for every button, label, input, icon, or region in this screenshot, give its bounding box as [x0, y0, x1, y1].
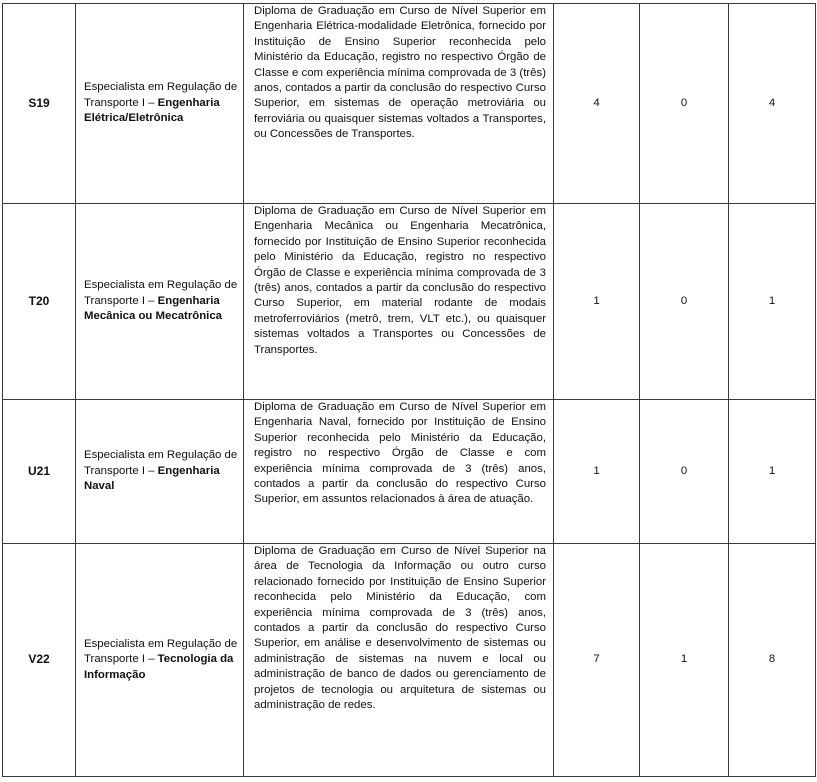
vacancies-general: 1 — [554, 204, 640, 400]
table-row — [3, 4, 816, 204]
position-specialty: Engenharia Mecânica ou Mecatrônica — [84, 294, 223, 323]
position-code: S19 — [3, 4, 76, 204]
position-title-prefix: Especialista em Regulação de Transporte I – — [84, 449, 238, 477]
position-requirements: Diploma de Graduação em Curso de Nível Superior na área de Tecnologia da Informação ou outro curso relacionado fornecido por Instituição de Ensino Superior reconhecida pelo Ministério da Educação, com experiência mínima comprovada de 3 (três) anos, contados a partir da conclusão do respectivo Curso Superior, em análise e desenvolvimento de sistemas ou administração de sistemas na nuvem e local ou administração de banco de dados ou gerenciamento de projetos de tecnologia ou arquitetura de sistemas ou administração de redes. — [244, 544, 554, 777]
position-requirements: Diploma de Graduação em Curso de Nível Superior em Engenharia Naval, fornecido por Instituição de Ensino Superior reconhecida pelo Ministério da Educação, registro no respectivo Órgão de Classe e com experiência mínima comprovada de 3 (três) anos, contados a partir da conclusão do respectivo Curso Superior, em assuntos relacionados à área de atuação. — [244, 400, 554, 544]
position-title-prefix: Especialista em Regulação de Transporte I – — [84, 279, 238, 307]
position-code: T20 — [3, 204, 76, 400]
position-specialty: Engenharia Elétrica/Eletrônica — [84, 96, 220, 125]
vacancies-total: 1 — [729, 204, 816, 400]
vacancies-general: 4 — [554, 4, 640, 204]
position-code: V22 — [3, 544, 76, 777]
vacancies-reserved: 0 — [640, 400, 729, 544]
table-row — [3, 400, 816, 544]
position-code: U21 — [3, 400, 76, 544]
table-row — [3, 544, 816, 777]
position-title — [76, 204, 244, 400]
vacancies-reserved: 0 — [640, 4, 729, 204]
vacancies-reserved: 0 — [640, 204, 729, 400]
position-title-prefix: Especialista em Regulação de Transporte I – — [84, 637, 238, 666]
position-specialty: Tecnologia da Informação — [84, 653, 234, 681]
vacancies-reserved: 1 — [640, 544, 729, 777]
position-title — [76, 4, 244, 204]
vacancies-general: 1 — [554, 400, 640, 544]
position-title — [76, 400, 244, 544]
vacancies-total: 1 — [729, 400, 816, 544]
vacancies-total: 4 — [729, 4, 816, 204]
position-requirements: Diploma de Graduação em Curso de Nível Superior em Engenharia Elétrica-modalidade Eletrônica, fornecido por Instituição de Ensino Superior reconhecida pelo Ministério da Educação, registro no respectivo Órgão de Classe e com experiência mínima comprovada de 3 (três) anos, contados a partir da conclusão do respectivo Curso Superior, em sistemas de operação metroviária ou ferroviária ou quaisquer sistemas voltados a Transportes, ou Concessões de Transportes. — [244, 4, 554, 204]
vacancies-total: 8 — [729, 544, 816, 777]
position-title — [76, 544, 244, 777]
position-specialty: Engenharia Naval — [84, 464, 220, 493]
vacancies-table — [2, 3, 816, 777]
vacancies-general: 7 — [554, 544, 640, 777]
position-requirements: Diploma de Graduação em Curso de Nível Superior em Engenharia Mecânica ou Engenharia Mecatrônica, fornecido por Instituição de Ensino Superior reconhecida pelo Ministério da Educação, registro no respectivo Órgão de Classe e experiência mínima comprovada de 3 (três) anos, contados a partir da conclusão do respectivo Curso Superior, em material rodante de modais metroferroviários (metrô, trem, VLT etc.), ou quaisquer sistemas voltados a Transportes ou Concessões de Transportes. — [244, 204, 554, 400]
position-title-prefix: Especialista em Regulação de Transporte I – — [84, 81, 238, 109]
table-row — [3, 204, 816, 400]
